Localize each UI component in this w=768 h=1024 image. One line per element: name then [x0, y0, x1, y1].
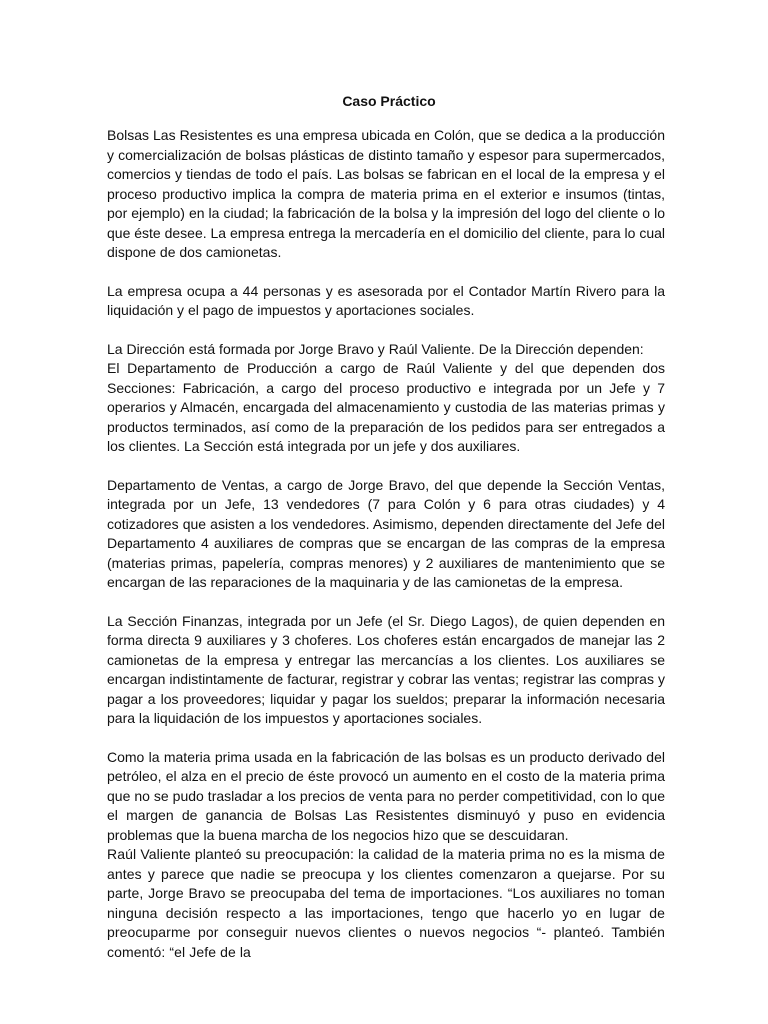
paragraph-concerns: Raúl Valiente planteó su preocupación: la calidad de la materia prima no es la misma de antes y parece que nadie se preocupa y los clientes comenzaron a quejarse. Por su parte, Jorge Bravo se preocupaba del tema de importaciones. “Los auxiliares no toman ninguna decisión respecto a las importaciones, tengo que hacerlo yo en lugar de preocuparme por conseguir nuevos clientes o nuevos negocios “- planteó. También comentó: “el Jefe de la [107, 846, 665, 960]
paragraph-staff: La empresa ocupa a 44 personas y es asesorada por el Contador Martín Rivero para la liquidación y el pago de impuestos y aportaciones sociales. [107, 282, 665, 318]
paragraph-finance-section: La Sección Finanzas, integrada por un Jefe (el Sr. Diego Lagos), de quien dependen en forma directa 9 auxiliares y 3 choferes. Los choferes están encargados de manejar las 2 camionetas de la empresa y entregar las mercancías a los clientes. Los auxiliares se encargan indistintamente de facturar, registrar y cobrar las ventas; registrar las compras y pagar a los proveedores; liquidar y pagar los sueldos; preparar la información necesaria para la liquidación de los impuestos y aportaciones sociales. [107, 612, 665, 726]
paragraph-raw-material: Como la materia prima usada en la fabricación de las bolsas es un producto derivado del petróleo, el alza en el precio de éste provocó un aumento en el costo de la materia prima que no se pudo trasladar a los precios de venta para no perder competitividad, con lo que el margen de ganancia de Bolsas Las Resistentes disminuyó y puso en evidencia problemas que la buena marcha de los negocios hizo que se descuidaran. [107, 748, 665, 843]
paragraph-direction: La Dirección está formada por Jorge Bravo y Raúl Valiente. De la Dirección dependen: [107, 340, 644, 357]
document-title: Caso Práctico [342, 93, 436, 109]
paragraph-company-description: Bolsas Las Resistentes es una empresa ubicada en Colón, que se dedica a la producción y comercialización de bolsas plásticas de distinto tamaño y espesor para supermercados, comercios y tiendas de todo el país. Las bolsas se fabrican en el local de la empresa y el proceso productivo implica la compra de materia prima en el exterior e insumos (tintas, por ejemplo) en la ciudad; la fabricación de la bolsa y la impresión del logo del cliente o lo que éste desee. La empresa entrega la mercadería en el domicilio del cliente, para lo cual dispone de dos camionetas. [107, 127, 665, 260]
paragraph-sales-department: Departamento de Ventas, a cargo de Jorge Bravo, del que depende la Sección Ventas, integrada por un Jefe, 13 vendedores (7 para Colón y 6 para otras ciudades) y 4 cotizadores que asisten a los vendedores. Asimismo, dependen directamente del Jefe del Departamento 4 auxiliares de compras que se encargan de las compras de la empresa (materias primas, papelería, compras menores) y 2 auxiliares de mantenimiento que se encargan de las reparaciones de la maquinaria y de las camionetas de la empresa. [107, 476, 665, 590]
paragraph-production-department: El Departamento de Producción a cargo de Raúl Valiente y del que dependen dos Secciones: Fabricación, a cargo del proceso productivo e integrada por un Jefe y 7 operarios y Almacén, encargada del almacenamiento y custodia de las materias primas y productos terminados, así como de la preparación de los pedidos para ser entregados a los clientes. La Sección está integrada por un jefe y dos auxiliares. [107, 360, 665, 454]
